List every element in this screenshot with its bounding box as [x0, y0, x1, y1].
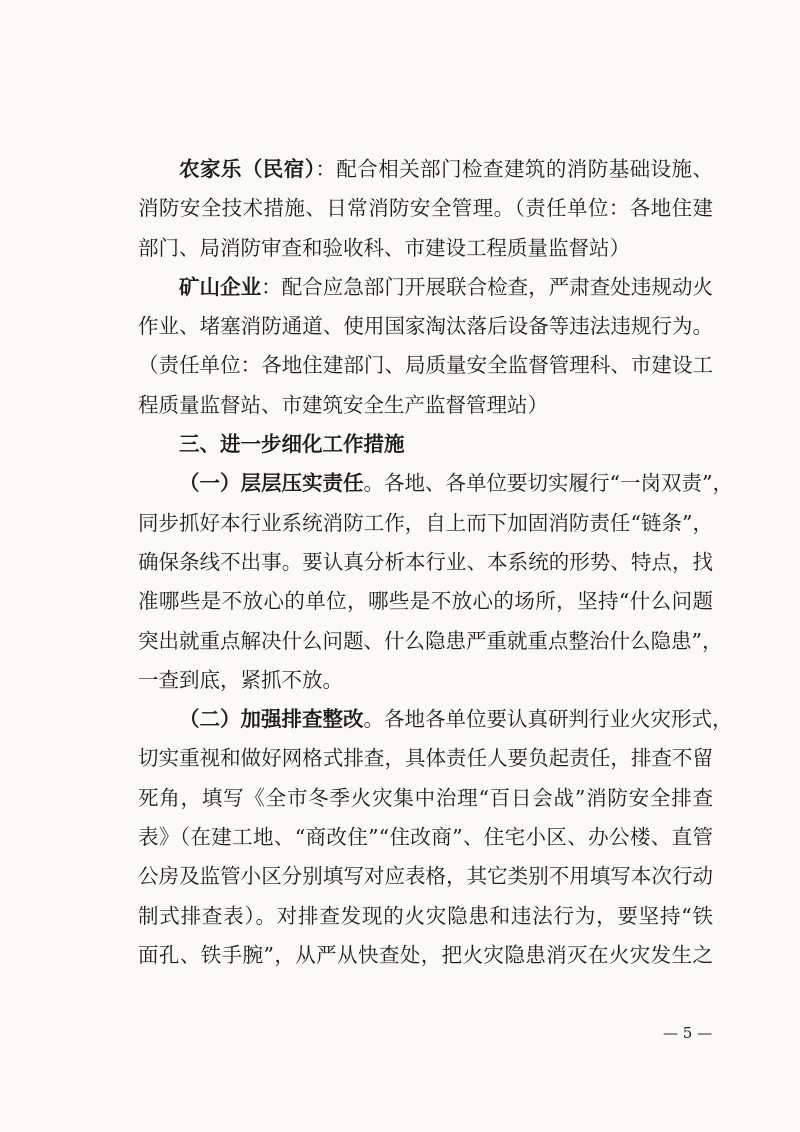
- text-line: [138, 268, 713, 307]
- line-text: ：配合相关部门检查建筑的消防基础设施、: [315, 157, 714, 181]
- text-line: 表》（在建工地、“商改住”“住改商”、住宅小区、办公楼、直管: [138, 825, 713, 850]
- text-line: 面孔、铁手腕”，从严从快查处，把火灾隐患消灭在火灾发生之: [138, 942, 713, 967]
- text-line: 部门、局消防审查和验收科、市建设工程质量监督站）: [138, 235, 630, 260]
- page-number: — 5 —: [663, 1024, 713, 1042]
- text-line: 作业、堵塞消防通道、使用国家淘汰落后设备等违法违规行为。: [138, 314, 713, 339]
- measure-title: （一）层层压实责任: [179, 471, 364, 496]
- category-label: 矿山企业: [179, 274, 262, 299]
- text-line: 死角，填写《全市冬季火灾集中治理“百日会战”消防安全排查: [138, 785, 713, 810]
- line-text: 。各地各单位要认真研判行业火灾形式，: [363, 707, 733, 732]
- category-label: 农家乐（民宿）: [179, 157, 316, 181]
- text-line: 程质量监督站、市建筑安全生产监督管理站）: [138, 392, 548, 417]
- line-text: 。各地、各单位要切实履行“一岗双责”，: [363, 471, 733, 496]
- paragraph-mining: [138, 268, 713, 425]
- text-line: 确保条线不出事。要认真分析本行业、本系统的形势、特点，找: [138, 549, 713, 574]
- document-body: [138, 150, 733, 975]
- paragraph-farmstay: [138, 150, 713, 268]
- measure-responsibility: [138, 464, 733, 700]
- text-line: 公房及监管小区分别填写对应表格，其它类别不用填写本次行动: [138, 864, 713, 889]
- text-line: 准哪些是不放心的单位，哪些是不放心的场所，坚持“什么问题: [138, 589, 713, 614]
- text-line: （责任单位：各地住建部门、局质量安全监督管理科、市建设工: [138, 353, 713, 378]
- section-heading: 三、进一步细化工作措施: [179, 432, 405, 457]
- text-line: [138, 700, 733, 739]
- text-line: [138, 464, 733, 503]
- measure-title: （二）加强排查整改: [179, 707, 364, 732]
- text-line: 消防安全技术措施、日常消防安全管理。（责任单位：各地住建: [138, 196, 713, 221]
- text-line: 一查到底，紧抓不放。: [138, 667, 343, 692]
- measure-inspection: [138, 700, 733, 975]
- line-text: ：配合应急部门开展联合检查，严肃查处违规动火: [261, 274, 714, 299]
- text-line: 同步抓好本行业系统消防工作，自上而下加固消防责任“链条”，: [138, 510, 713, 535]
- text-line: 突出就重点解决什么问题、什么隐患严重就重点整治什么隐患”，: [138, 628, 723, 653]
- text-line: [138, 150, 713, 189]
- text-line: 制式排查表）。对排查发现的火灾隐患和违法行为，要坚持“铁: [138, 903, 713, 928]
- text-line: 切实重视和做好网格式排查，具体责任人要负起责任，排查不留: [138, 746, 713, 771]
